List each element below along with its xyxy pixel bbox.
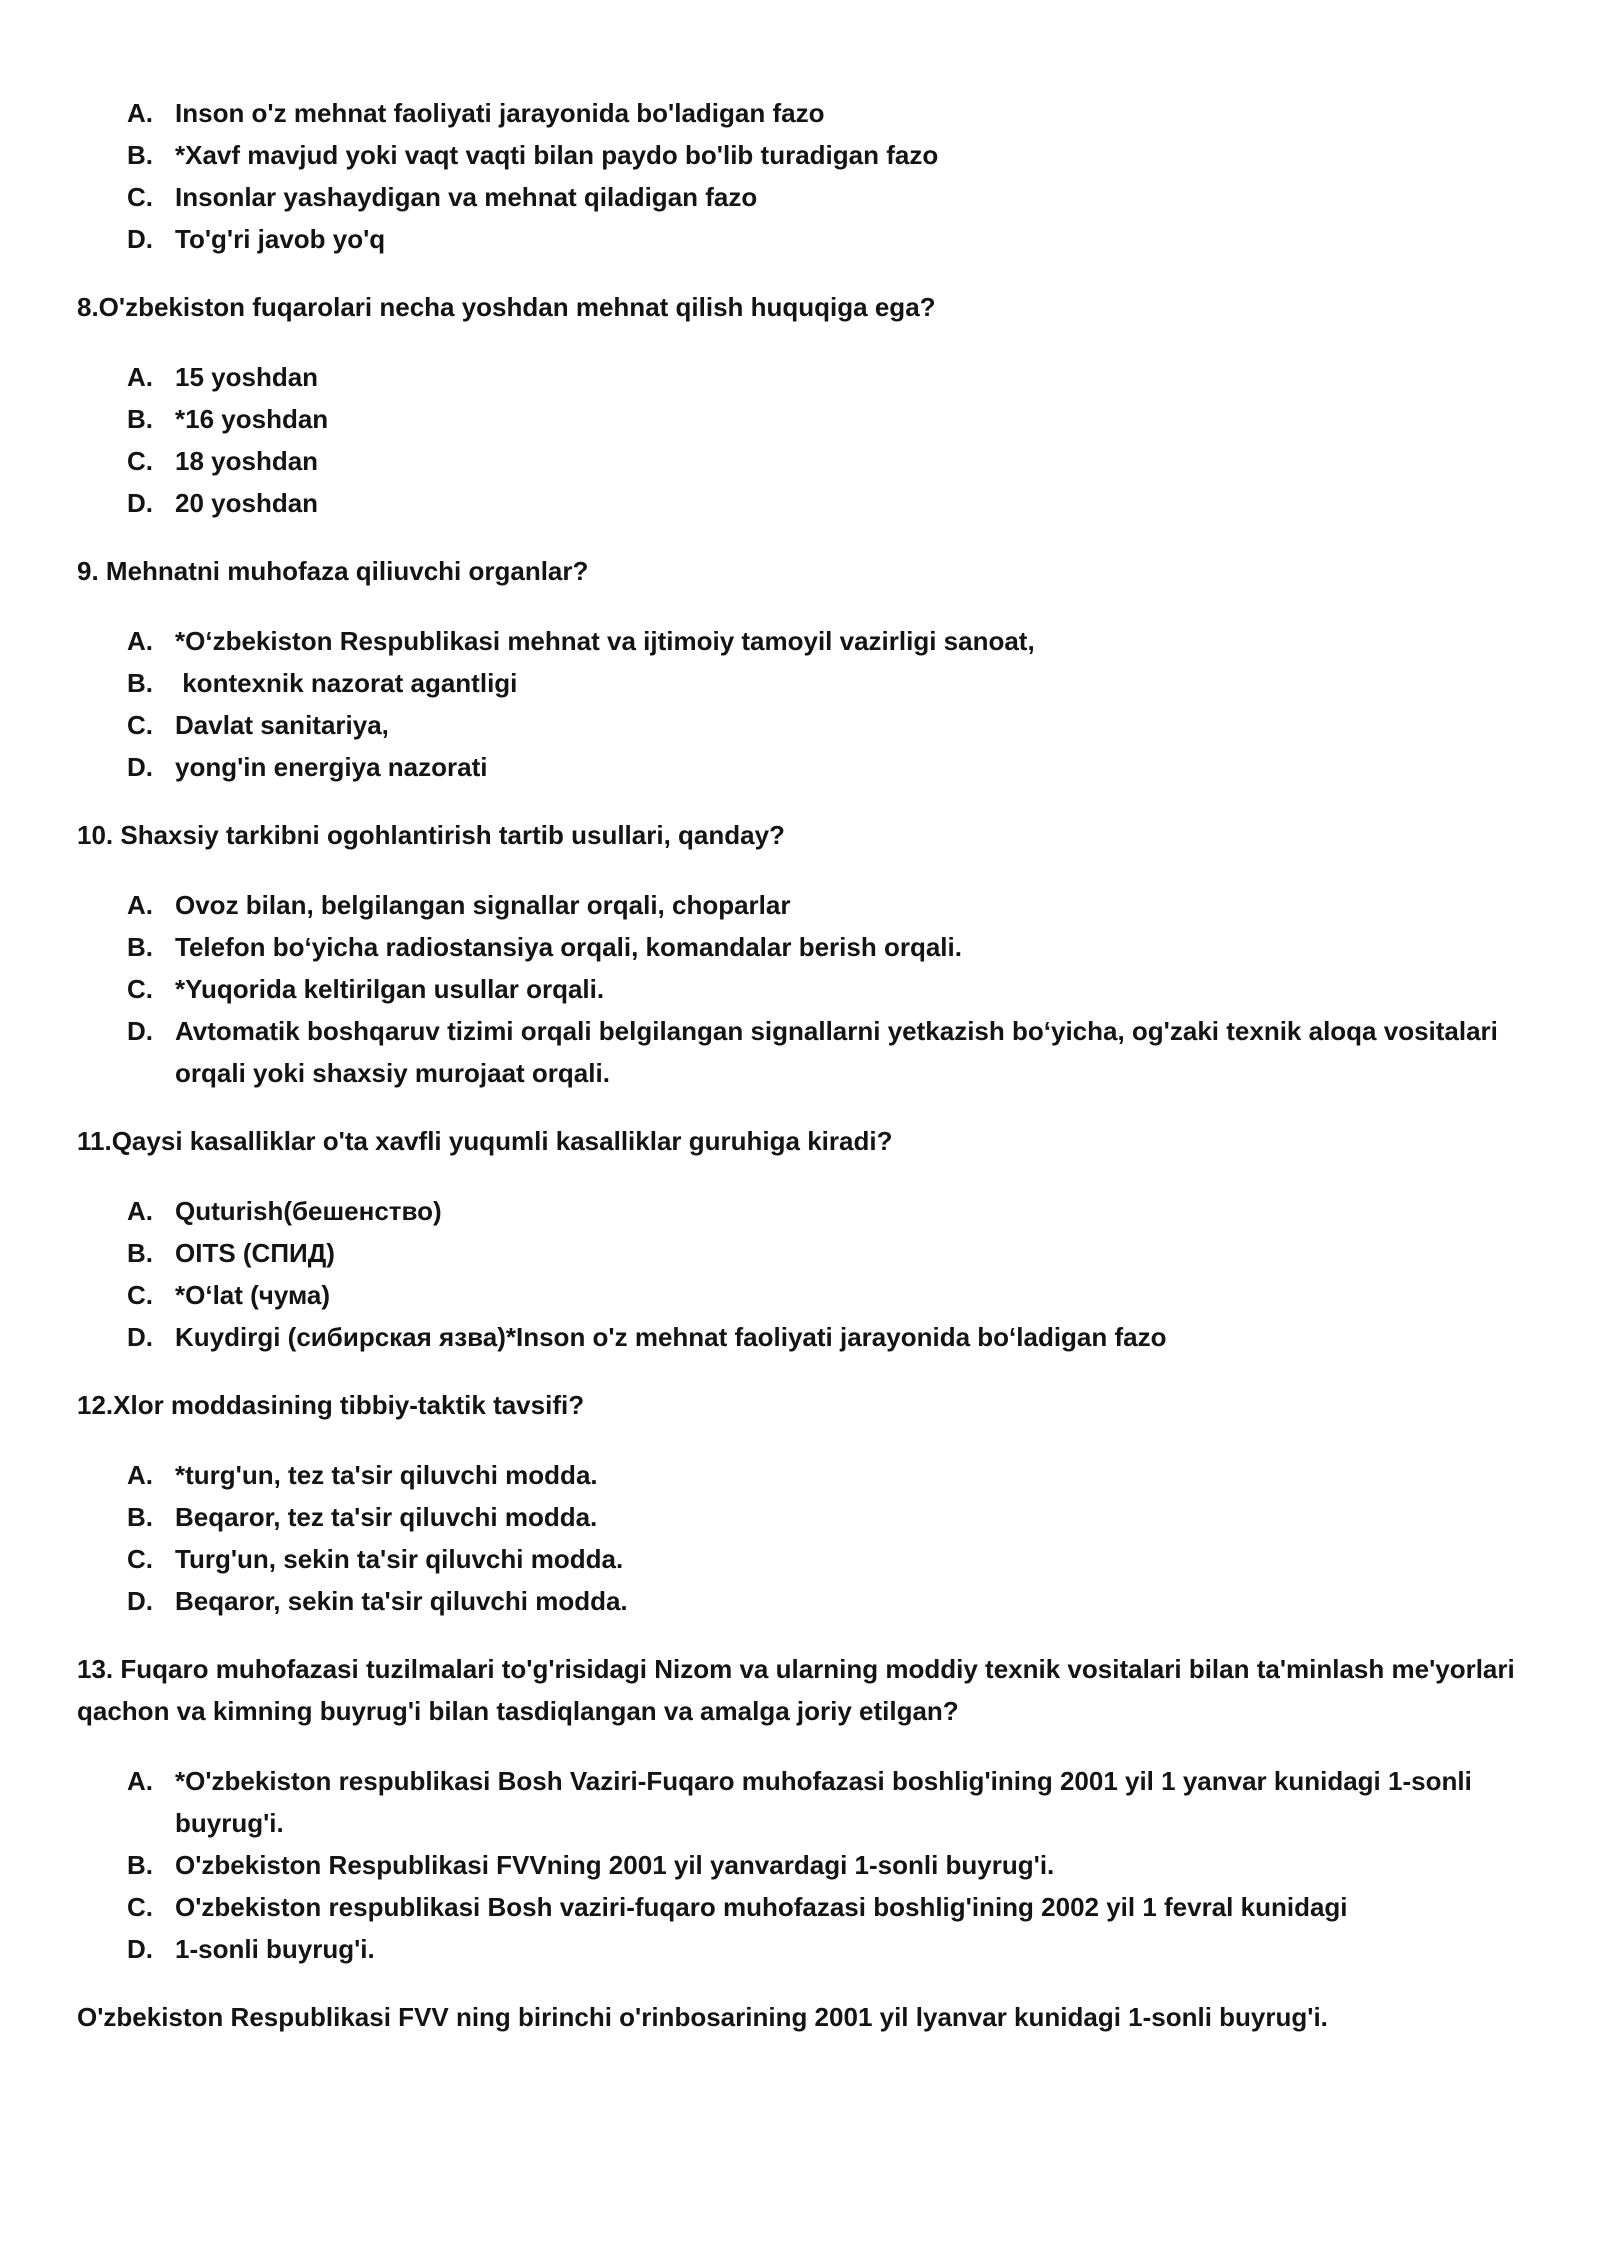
option-letter: B. (127, 932, 153, 962)
option-letter: D. (127, 1934, 153, 1964)
option-text: Kuydirgi (сибирская язва)*Inson o'z mehnat faoliyati jarayonida bo‘ladigan fazo (175, 1322, 1167, 1352)
option-c (77, 176, 1600, 218)
question-11 (77, 1120, 1600, 1162)
option-text: yong'in energiya nazorati (175, 752, 488, 782)
option-text: *16 yoshdan (175, 404, 329, 434)
option-letter: A. (127, 1196, 153, 1226)
question-text: 11.Qaysi kasalliklar o'ta xavfli yuqumli kasalliklar guruhiga kiradi? (77, 1126, 893, 1156)
option-a (77, 1760, 1600, 1844)
option-text: 1-sonli buyrug'i. (175, 1934, 375, 1964)
option-b (77, 662, 1600, 704)
option-text: kontexnik nazorat agantligi (175, 668, 518, 698)
option-a (77, 1190, 1600, 1232)
option-b (77, 1496, 1600, 1538)
option-letter: A. (127, 890, 153, 920)
option-text: Avtomatik boshqaruv tizimi orqali belgilangan signallarni yetkazish bo‘yicha, og'zaki texnik aloqa vositalari (175, 1016, 1498, 1046)
continued-options (77, 92, 1600, 260)
option-letter: B. (127, 140, 153, 170)
option-text: *Xavf mavjud yoki vaqt vaqti bilan paydo bo'lib turadigan fazo (175, 140, 939, 170)
question-10 (77, 814, 1600, 856)
option-text: Beqaror, sekin ta'sir qiluvchi modda. (175, 1586, 628, 1616)
option-text: Insonlar yashaydigan va mehnat qiladigan fazo (175, 182, 758, 212)
option-letter: A. (127, 1766, 153, 1796)
option-d (77, 746, 1600, 788)
question-12-options (77, 1454, 1600, 1622)
option-letter: C. (127, 1544, 153, 1574)
question-12 (77, 1384, 1600, 1426)
option-letter: A. (127, 626, 153, 656)
option-letter: C. (127, 446, 153, 476)
option-letter: B. (127, 1238, 153, 1268)
option-d (77, 218, 1600, 260)
option-text: O'zbekiston Respublikasi FVVning 2001 yil yanvardagi 1-sonli buyrug'i. (175, 1850, 1055, 1880)
option-letter: A. (127, 362, 153, 392)
option-c (77, 1274, 1600, 1316)
question-text: 9. Mehnatni muhofaza qiliuvchi organlar? (77, 556, 589, 586)
question-text: 8.O'zbekiston fuqarolari necha yoshdan mehnat qilish huquqiga ega? (77, 292, 936, 322)
option-text: *O‘zbekiston Respublikasi mehnat va ijtimoiy tamoyil vazirligi sanoat, (175, 626, 1035, 656)
option-c (77, 968, 1600, 1010)
option-a (77, 1454, 1600, 1496)
option-letter: B. (127, 404, 153, 434)
option-d (77, 1928, 1600, 1970)
option-text: Quturish(бешенство) (175, 1196, 442, 1226)
option-b (77, 398, 1600, 440)
option-text: Inson o'z mehnat faoliyati jarayonida bo'ladigan fazo (175, 98, 825, 128)
option-text: Beqaror, tez ta'sir qiluvchi modda. (175, 1502, 598, 1532)
option-letter: D. (127, 1322, 153, 1352)
question-9-options (77, 620, 1600, 788)
option-a (77, 620, 1600, 662)
option-c (77, 1538, 1600, 1580)
option-text: *O'zbekiston respublikasi Bosh Vaziri-Fuqaro muhofazasi boshlig'ining 2001 yil 1 yanvar kunidagi 1-sonli (175, 1766, 1472, 1796)
option-text: Turg'un, sekin ta'sir qiluvchi modda. (175, 1544, 624, 1574)
option-letter: D. (127, 224, 153, 254)
option-text: 15 yoshdan (175, 362, 319, 392)
option-letter: D. (127, 752, 153, 782)
option-text: O'zbekiston respublikasi Bosh vaziri-fuqaro muhofazasi boshlig'ining 2002 yil 1 fevral kunidagi (175, 1892, 1348, 1922)
option-d (77, 482, 1600, 524)
option-text: *Yuqorida keltirilgan usullar orqali. (175, 974, 605, 1004)
option-text: 18 yoshdan (175, 446, 319, 476)
option-letter: C. (127, 182, 153, 212)
option-b (77, 926, 1600, 968)
option-b (77, 1232, 1600, 1274)
option-letter: D. (127, 1586, 153, 1616)
option-d (77, 1316, 1600, 1358)
question-text: 10. Shaxsiy tarkibni ogohlantirish tartib usullari, qanday? (77, 820, 785, 850)
question-text: 13. Fuqaro muhofazasi tuzilmalari to'g'risidagi Nizom va ularning moddiy texnik vositalari bilan ta'minlash me'yorlari (77, 1654, 1515, 1684)
question-8-options (77, 356, 1600, 524)
option-c (77, 1886, 1600, 1928)
question-11-options (77, 1190, 1600, 1358)
option-letter: A. (127, 1460, 153, 1490)
option-c (77, 704, 1600, 746)
option-text: Telefon bo‘yicha radiostansiya orqali, komandalar berish orqali. (175, 932, 962, 962)
option-b (77, 1844, 1600, 1886)
closing-paragraph (77, 1996, 1600, 2038)
option-text: Ovoz bilan, belgilangan signallar orqali, choparlar (175, 890, 791, 920)
option-letter: C. (127, 974, 153, 1004)
option-letter: B. (127, 668, 153, 698)
option-a (77, 92, 1600, 134)
option-letter: C. (127, 1280, 153, 1310)
option-letter: C. (127, 710, 153, 740)
option-letter: D. (127, 1016, 153, 1046)
option-a (77, 884, 1600, 926)
option-letter: B. (127, 1502, 153, 1532)
option-text: OITS (СПИД) (175, 1238, 335, 1268)
question-9 (77, 550, 1600, 592)
question-13 (77, 1648, 1600, 1732)
option-c (77, 440, 1600, 482)
question-10-options (77, 884, 1600, 1094)
option-letter: A. (127, 98, 153, 128)
question-13-options (77, 1760, 1600, 1970)
option-letter: C. (127, 1892, 153, 1922)
option-text: *turg'un, tez ta'sir qiluvchi modda. (175, 1460, 598, 1490)
option-a (77, 356, 1600, 398)
option-letter: B. (127, 1850, 153, 1880)
option-text: *O‘lat (чума) (175, 1280, 331, 1310)
option-text: To'g'ri javob yo'q (175, 224, 386, 254)
question-8 (77, 286, 1600, 328)
option-letter: D. (127, 488, 153, 518)
question-text-continuation: qachon va kimning buyrug'i bilan tasdiqlangan va amalga joriy etilgan? (77, 1696, 959, 1726)
closing-text: O'zbekiston Respublikasi FVV ning birinchi o'rinbosarining 2001 yil lyanvar kunidagi 1-sonli buyrug'i. (77, 2002, 1328, 2032)
option-d (77, 1010, 1600, 1094)
option-text: Davlat sanitariya, (175, 710, 389, 740)
option-b (77, 134, 1600, 176)
option-text-continuation: buyrug'i. (175, 1808, 284, 1838)
option-text: 20 yoshdan (175, 488, 319, 518)
question-text: 12.Xlor moddasining tibbiy-taktik tavsifi? (77, 1390, 585, 1420)
option-text-continuation: orqali yoki shaxsiy murojaat orqali. (175, 1058, 610, 1088)
option-d (77, 1580, 1600, 1622)
